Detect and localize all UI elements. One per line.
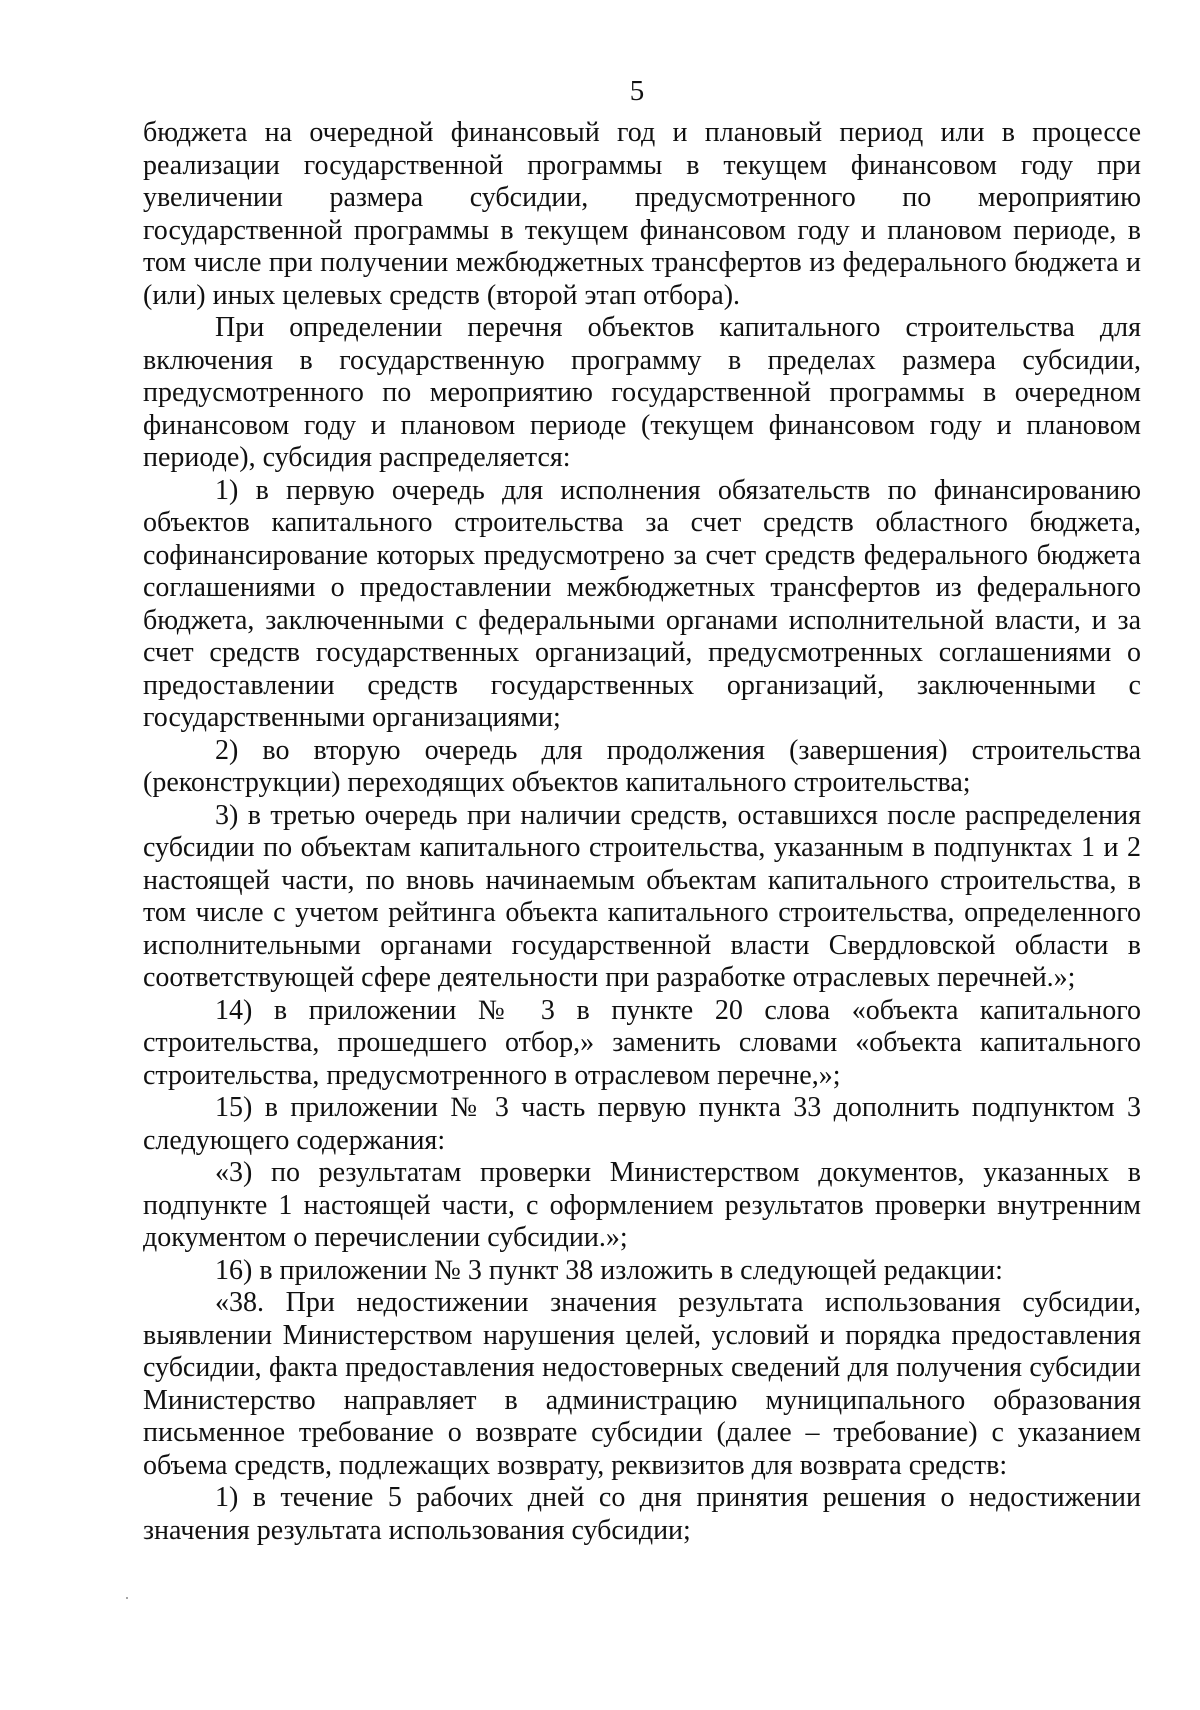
page-number: 5 xyxy=(629,75,645,107)
list-item-2: 2) во вторую очередь для продолжения (завершения) строительства (реконструкции) переходящих объектов капитального строительства; xyxy=(143,734,1141,798)
amendment-16: 16) в приложении № 3 пункт 38 изложить в следующей редакции: xyxy=(215,1254,1003,1286)
document-body xyxy=(143,117,1141,1547)
clause-38-item-1: 1) в течение 5 рабочих дней со дня принятия решения о недостижении значения результата использования субсидии; xyxy=(143,1482,1141,1546)
scan-artifact-dot xyxy=(126,1597,128,1599)
paragraph-distribution-intro: При определении перечня объектов капитального строительства для включения в государственную программу в пределах размера субсидии, предусмотренного по мероприятию государственной программы в очередном финансовом году и плановом периоде (текущем финансовом году и плановом периоде), субсидия распределяется: xyxy=(143,312,1141,473)
amendment-14: 14) в приложении № 3 в пункте 20 слова «объекта капитального строительства, прошедшего отбор,» заменить словами «объекта капитального строительства, предусмотренного в отраслевом перечне,»; xyxy=(143,994,1141,1091)
list-item-3: 3) в третью очередь при наличии средств, оставшихся после распределения субсидии по объектам капитального строительства, указанным в подпунктах 1 и 2 настоящей части, по вновь начинаемым объектам капитального строительства, в том числе с учетом рейтинга объекта капитального строительства, определенного исполнительными органами государственной власти Свердловской области в соответствующей сфере деятельности при разработке отраслевых перечней.»; xyxy=(143,799,1141,993)
paragraph-continuation: бюджета на очередной финансовый год и плановый период или в процессе реализации государственной программы в текущем финансовом году при увеличении размера субсидии, предусмотренного по мероприятию государственной программы в текущем финансовом году и плановом периоде, в том числе при получении межбюджетных трансфертов из федерального бюджета и (или) иных целевых средств (второй этап отбора). xyxy=(143,117,1141,311)
amendment-15-subitem-3: «3) по результатам проверки Министерством документов, указанных в подпункте 1 настоящей части, с оформлением результатов проверки внутренним документом о перечислении субсидии.»; xyxy=(143,1157,1141,1253)
list-item-1: 1) в первую очередь для исполнения обязательств по финансированию объектов капитального строительства за счет средств областного бюджета, софинансирование которых предусмотрено за счет средств федерального бюджета соглашениями о предоставлении межбюджетных трансфертов из федерального бюджета, заключенными с федеральными органами исполнительной власти, и за счет средств государственных организаций, предусмотренных соглашениями о предоставлении средств государственных организаций, заключенными с государственными организациями; xyxy=(143,474,1141,733)
amendment-15: 15) в приложении № 3 часть первую пункта 33 дополнить подпунктом 3 следующего содержания: xyxy=(143,1092,1141,1156)
clause-38: «38. При недостижении значения результата использования субсидии, выявлении Министерством нарушения целей, условий и порядка предоставления субсидии, факта предоставления недостоверных сведений для получения субсидии Министерство направляет в администрацию муниципального образования письменное требование о возврате субсидии (далее – требование) с указанием объема средств, подлежащих возврату, реквизитов для возврата средств: xyxy=(143,1287,1141,1481)
